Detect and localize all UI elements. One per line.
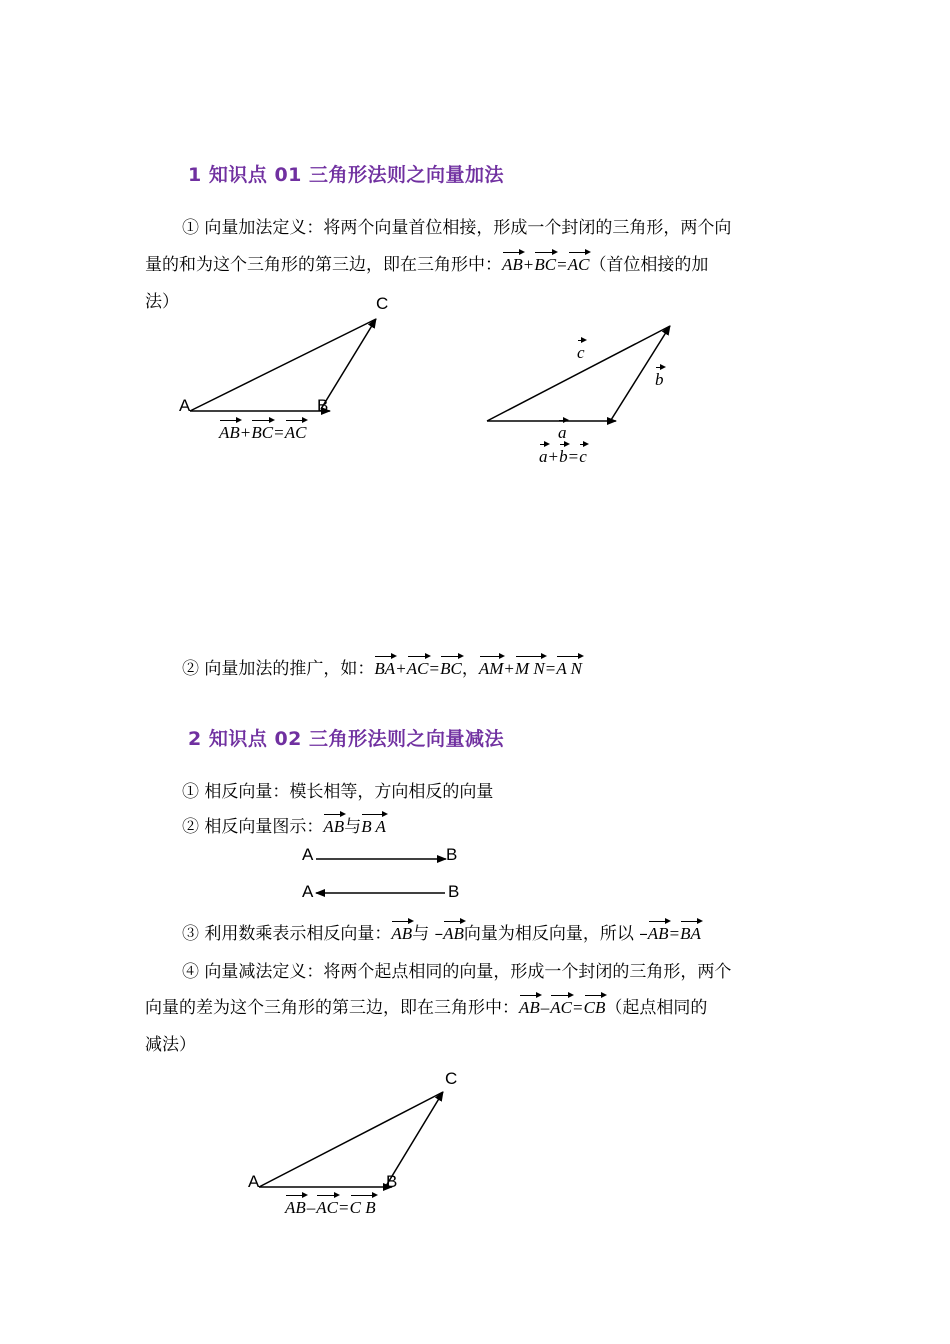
sub-ac: AC <box>550 998 573 1017</box>
fig3-caption <box>285 1196 376 1218</box>
plus-sign: + <box>523 255 534 274</box>
scalar-ba: BA <box>680 924 701 943</box>
vector-ac: AC <box>567 255 590 274</box>
arrow2-label-b: B <box>448 882 460 901</box>
sub-eq: = <box>573 998 583 1017</box>
fig2-vec-b: b <box>655 370 664 389</box>
scalar-ab2: AB <box>443 924 464 943</box>
subtraction-definition-suffix: （起点相同的 <box>605 998 708 1018</box>
opposite-diagram-and: 与 <box>344 817 362 837</box>
fig1-caption <box>219 421 306 443</box>
fig2-label-a <box>558 421 567 443</box>
fig1-caption-eq: = <box>274 423 284 442</box>
generalization-formula2 <box>479 659 582 678</box>
section1-heading: 1 知识点 01 三角形法则之向量加法 <box>188 164 505 186</box>
gen2-eq: = <box>545 659 556 678</box>
opposite-vector-item: ① 相反向量：模长相等，方向相反的向量 <box>182 782 494 802</box>
fig2-caption-eq: = <box>568 447 579 466</box>
sub-minus: – <box>540 998 550 1017</box>
fig1-label-c: C <box>376 294 389 313</box>
section2-heading: 2 知识点 02 三角形法则之向量减法 <box>188 728 505 750</box>
fig3-caption-ac: AC <box>316 1198 339 1217</box>
fig1-caption-ab: AB <box>219 423 240 442</box>
scalar-ab3: AB <box>647 924 669 943</box>
gen2-am: AM <box>478 659 504 678</box>
opposite-vector-diagram-item <box>182 812 386 837</box>
subtraction-formula <box>519 998 605 1017</box>
fig3-label-a: A <box>248 1172 260 1191</box>
fig2-caption <box>539 445 587 467</box>
fig1-label-b: B <box>317 396 329 415</box>
gen2-plus: + <box>504 659 514 678</box>
gen1-plus: + <box>396 659 406 678</box>
vector-bc: BC <box>534 255 557 274</box>
generalization-text: ② 向量加法的推广，如： <box>182 659 375 679</box>
fig1-caption-bc: BC <box>251 423 274 442</box>
subtraction-definition-line2 <box>145 993 707 1018</box>
subtraction-definition-line1: ④ 向量减法定义：将两个起点相同的向量，形成一个封闭的三角形，两个 <box>182 962 732 982</box>
fig2-caption-plus: + <box>548 447 559 466</box>
scalar-opposite-item <box>182 919 701 944</box>
fig1-caption-ac: AC <box>284 423 307 442</box>
gen2-an: A N <box>556 659 582 678</box>
scalar-text2: 向量为相反向量，所以 – <box>463 924 648 944</box>
scalar-and: 与 – <box>412 924 444 944</box>
gen1-bc: BC <box>440 659 462 678</box>
fig3-caption-ab: AB <box>285 1198 306 1217</box>
addition-definition-line3: 法） <box>145 292 179 312</box>
addition-definition-line2-text: 量的和为这个三角形的第三边，即在三角形中： <box>145 255 502 275</box>
addition-definition-suffix: （首位相接的加 <box>589 255 709 275</box>
gen1-ac: AC <box>406 659 429 678</box>
arrow2-label-a: A <box>302 882 314 901</box>
fig2-caption-c: c <box>579 447 587 466</box>
arrow1-label-b: B <box>446 845 458 864</box>
fig2-label-c <box>577 341 585 363</box>
subtraction-definition-line3: 减法） <box>145 1035 196 1055</box>
fig3-edge-ac <box>259 1092 443 1187</box>
subtraction-definition-line2-text: 向量的差为这个三角形的第三边，即在三角形中： <box>145 998 519 1018</box>
opposite-diagram-text: ② 相反向量图示： <box>182 817 324 837</box>
fig3-label-c: C <box>445 1069 458 1088</box>
opposite-diagram-ba: B A <box>361 817 386 836</box>
vector-ab: AB <box>502 255 523 274</box>
fig3-caption-cb: C B <box>349 1198 376 1217</box>
fig1-caption-plus: + <box>240 423 251 442</box>
fig2-caption-b: b <box>559 447 568 466</box>
sub-ab: AB <box>519 998 540 1017</box>
fig2-vec-a: a <box>558 423 567 442</box>
fig2-label-b <box>655 368 664 390</box>
fig3-caption-eq: = <box>339 1198 349 1217</box>
equals-sign: = <box>557 255 567 274</box>
generalization-formula1 <box>374 659 461 678</box>
gen1-ba: BA <box>374 659 396 678</box>
addition-generalization <box>182 654 582 679</box>
fig1-label-a: A <box>179 396 191 415</box>
scalar-text: ③ 利用数乘表示相反向量： <box>182 924 392 944</box>
arrow1-label-a: A <box>302 845 314 864</box>
scalar-ab1: AB <box>391 924 413 943</box>
sub-cb: CB <box>583 998 606 1017</box>
fig3-label-b: B <box>386 1172 398 1191</box>
fig3-caption-minus: – <box>306 1198 316 1217</box>
addition-definition-line1: ① 向量加法定义：将两个向量首位相接，形成一个封闭的三角形，两个向 <box>182 218 732 238</box>
gen1-eq: = <box>429 659 440 678</box>
fig2-vec-c: c <box>577 343 585 362</box>
scalar-eq: = <box>669 924 680 943</box>
opposite-diagram-ab: AB <box>323 817 345 836</box>
gen2-mn: M N <box>514 659 545 678</box>
fig2-caption-a: a <box>539 447 548 466</box>
generalization-separator: ， <box>461 659 479 679</box>
